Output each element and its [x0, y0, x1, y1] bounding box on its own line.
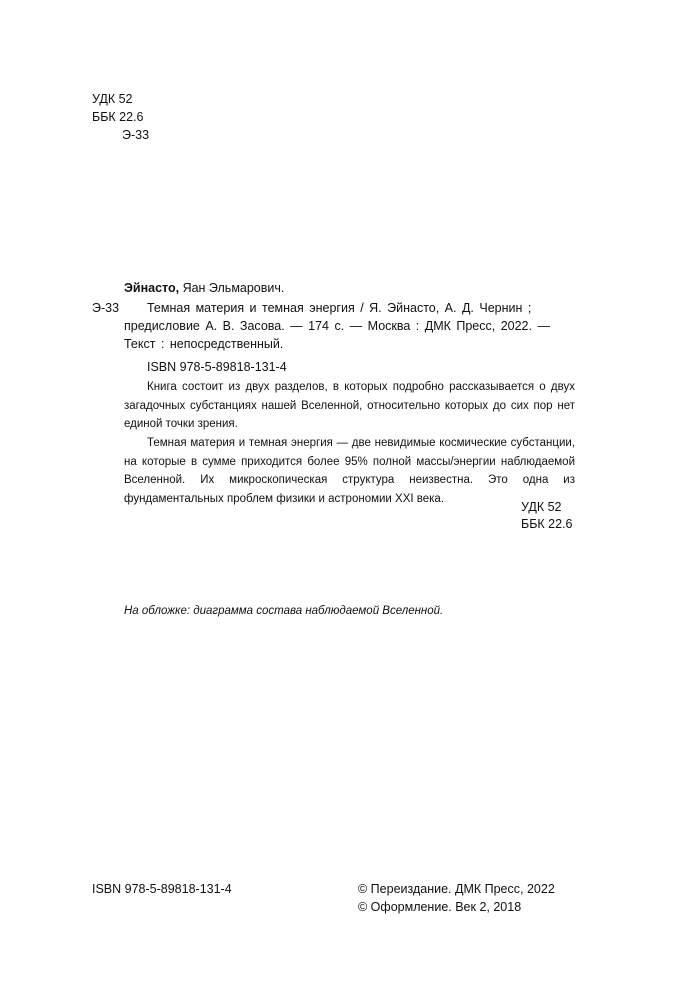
abstract-paragraph-2: Темная материя и темная энергия — две невидимые космические субстанции, на которые в сумме приходится более 95% полной массы/энергии наблюдаемой Вселенной. Их микроскопическая структура неизвестна. Это одна из фундаментальных проблем физики и астрономии XXI века. — [124, 437, 575, 505]
author-name: Яан Эльмарович. — [179, 281, 285, 295]
title-line-1: Темная материя и темная энергия / Я. Эйнасто, А. Д. Чернин ; — [147, 301, 532, 315]
footer-isbn: ISBN 978-5-89818-131-4 — [92, 882, 232, 896]
title-line-2: предисловие А. В. Засова. — 174 с. — Москва : ДМК Пресс, 2022. — — [124, 319, 550, 333]
bbk-top: ББК 22.6 — [92, 110, 144, 124]
author-mark: Э-33 — [92, 301, 120, 315]
bbk-bottom: ББК 22.6 — [521, 517, 573, 531]
isbn-record: ISBN 978-5-89818-131-4 — [147, 360, 287, 374]
abstract-paragraph-1: Книга состоит из двух разделов, в которых подробно рассказывается о двух загадочных субстанциях нашей Вселенной, относительно которых до сих пор нет единой точки зрения. — [124, 381, 575, 430]
author-mark-top: Э-33 — [122, 128, 150, 142]
copyright-reedition: © Переиздание. ДМК Пресс, 2022 — [358, 882, 555, 896]
copyright-design: © Оформление. Век 2, 2018 — [358, 900, 522, 914]
author-heading — [124, 280, 284, 297]
udk-bottom: УДК 52 — [521, 500, 562, 514]
udk-top: УДК 52 — [92, 92, 133, 106]
title-line-3: Текст : непосредственный. — [124, 337, 284, 351]
cover-note: На обложке: диаграмма состава наблюдаемой Вселенной. — [124, 605, 444, 617]
author-surname: Эйнасто, — [124, 281, 180, 295]
